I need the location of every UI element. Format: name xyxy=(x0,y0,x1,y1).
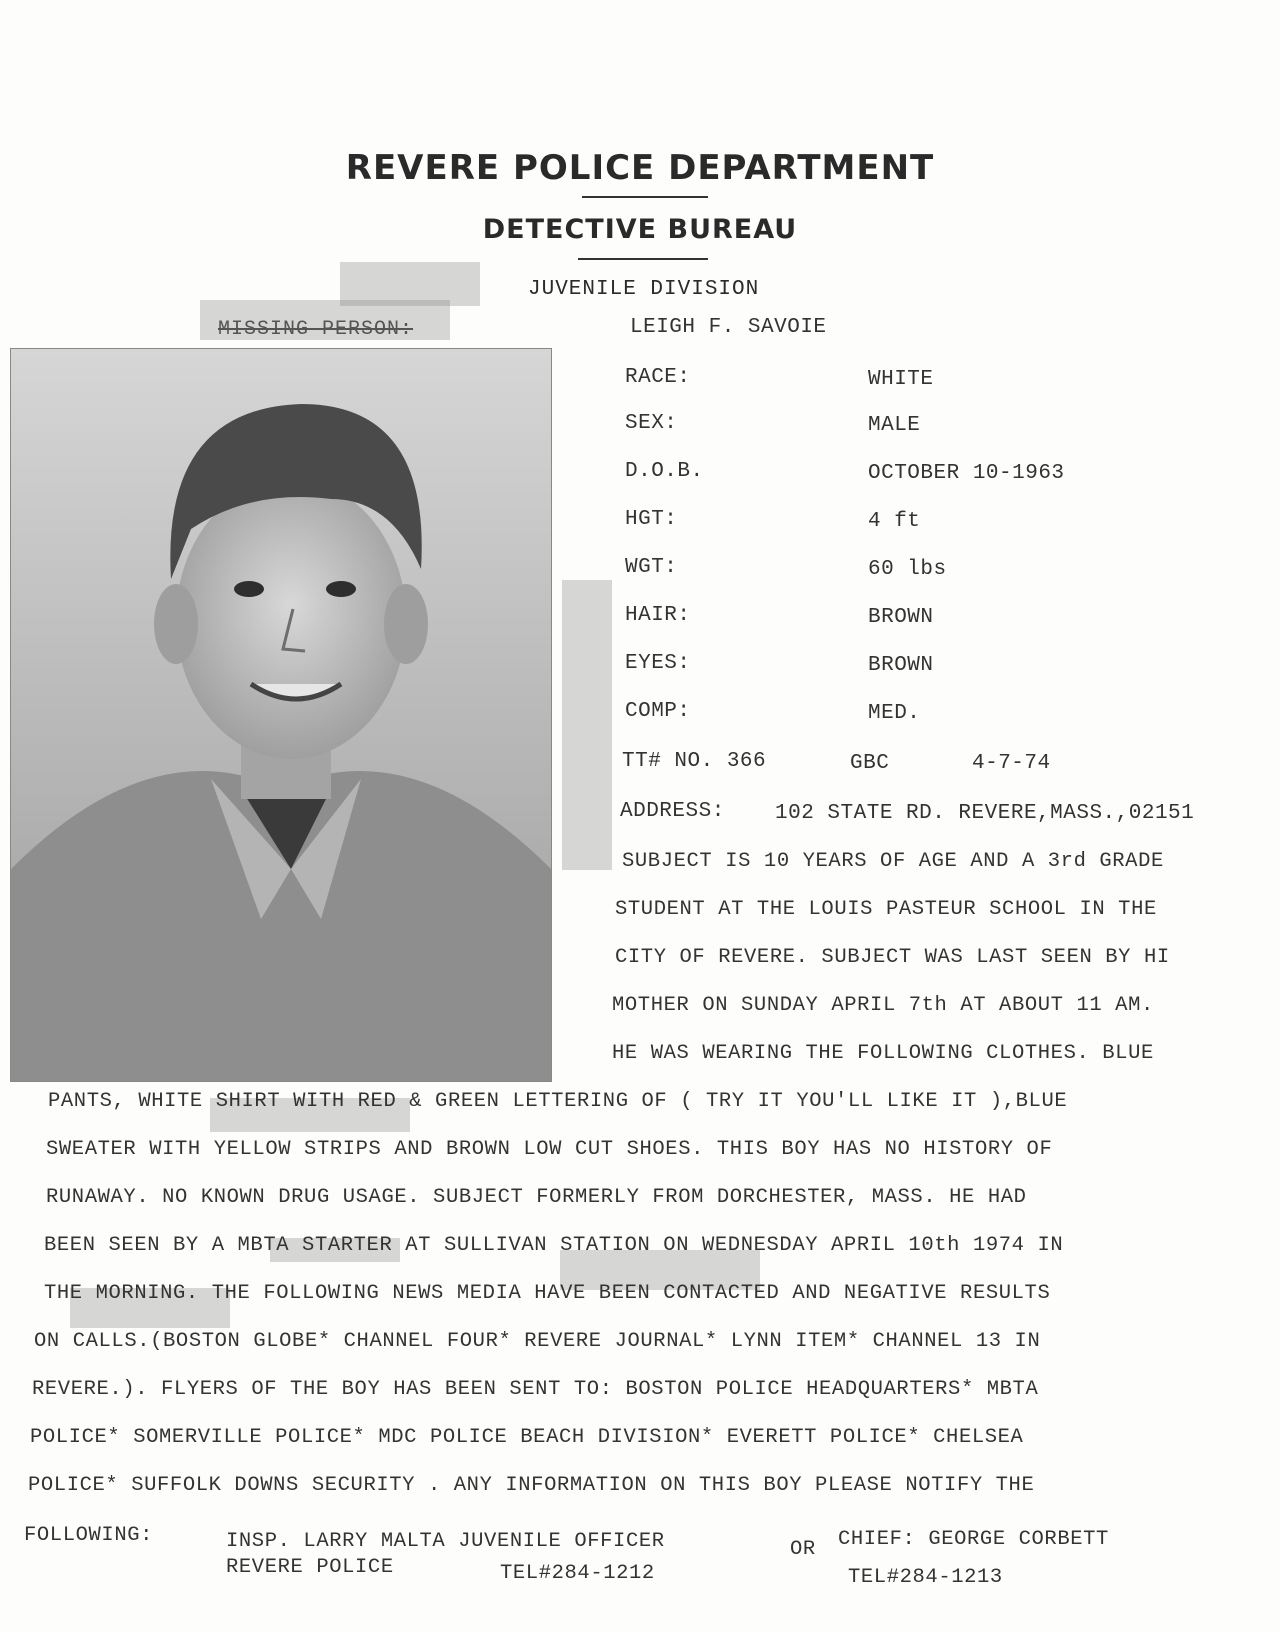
narrative-line: REVERE.). FLYERS OF THE BOY HAS BEEN SENT TO: BOSTON POLICE HEADQUARTERS* MBTA xyxy=(32,1378,1039,1401)
height-value: 4 ft xyxy=(868,510,921,533)
narrative-line: RUNAWAY. NO KNOWN DRUG USAGE. SUBJECT FORMERLY FROM DORCHESTER, MASS. HE HAD xyxy=(46,1186,1027,1209)
sex-label: SEX: xyxy=(625,412,678,435)
eyes-label: EYES: xyxy=(625,652,691,675)
eyes-value: BROWN xyxy=(868,654,934,677)
department-title: REVERE POLICE DEPARTMENT xyxy=(345,148,935,188)
narrative-line: CITY OF REVERE. SUBJECT WAS LAST SEEN BY HI xyxy=(615,946,1170,969)
narrative-line: PANTS, WHITE SHIRT WITH RED & GREEN LETTERING OF ( TRY IT YOU'LL LIKE IT ),BLUE xyxy=(48,1090,1068,1113)
bureau-title: DETECTIVE BUREAU xyxy=(482,214,798,245)
narrative-line: THE MORNING. THE FOLLOWING NEWS MEDIA HAVE BEEN CONTACTED AND NEGATIVE RESULTS xyxy=(44,1282,1051,1305)
narrative-line: ON CALLS.(BOSTON GLOBE* CHANNEL FOUR* REVERE JOURNAL* LYNN ITEM* CHANNEL 13 IN xyxy=(34,1330,1041,1353)
boy-portrait-image xyxy=(11,349,551,1081)
narrative-line: BEEN SEEN BY A MBTA STARTER AT SULLIVAN STATION ON WEDNESDAY APRIL 10th 1974 IN xyxy=(44,1234,1064,1257)
bureau-divider xyxy=(578,258,708,260)
address-value: 102 STATE RD. REVERE,MASS.,02151 xyxy=(775,802,1195,825)
address-label: ADDRESS: xyxy=(620,800,725,823)
subject-name: LEIGH F. SAVOIE xyxy=(630,316,827,339)
division-title: JUVENILE DIVISION xyxy=(528,278,760,301)
tape-strip xyxy=(562,580,612,870)
narrative-line: HE WAS WEARING THE FOLLOWING CLOTHES. BLUE xyxy=(612,1042,1154,1065)
dob-label: D.O.B. xyxy=(625,460,704,483)
narrative-line: SUBJECT IS 10 YEARS OF AGE AND A 3rd GRADE xyxy=(622,850,1164,873)
following-label: FOLLOWING: xyxy=(24,1524,154,1547)
narrative-line: POLICE* SOMERVILLE POLICE* MDC POLICE BEACH DIVISION* EVERETT POLICE* CHELSEA xyxy=(30,1426,1024,1449)
officer-agency: REVERE POLICE xyxy=(226,1556,394,1579)
weight-label: WGT: xyxy=(625,556,678,579)
narrative-line: POLICE* SUFFOLK DOWNS SECURITY . ANY INFORMATION ON THIS BOY PLEASE NOTIFY THE xyxy=(28,1474,1035,1497)
missing-person-caption: MISSING PERSON: xyxy=(218,318,414,341)
hair-label: HAIR: xyxy=(625,604,691,627)
narrative-line: STUDENT AT THE LOUIS PASTEUR SCHOOL IN THE xyxy=(615,898,1157,921)
chief-telephone: TEL#284-1213 xyxy=(848,1566,1003,1589)
officer-name: INSP. LARRY MALTA JUVENILE OFFICER xyxy=(226,1530,665,1553)
comp-label: COMP: xyxy=(625,700,691,723)
subject-photo xyxy=(10,348,552,1082)
tt-date: 4-7-74 xyxy=(972,752,1051,775)
tt-number: TT# NO. 366 xyxy=(622,750,767,773)
race-value: WHITE xyxy=(868,368,934,391)
tt-code: GBC xyxy=(850,752,890,775)
narrative-line: MOTHER ON SUNDAY APRIL 7th AT ABOUT 11 AM. xyxy=(612,994,1154,1017)
race-label: RACE: xyxy=(625,366,691,389)
dob-value: OCTOBER 10-1963 xyxy=(868,462,1065,485)
height-label: HGT: xyxy=(625,508,678,531)
or-separator: OR xyxy=(790,1538,816,1561)
title-divider xyxy=(582,196,708,198)
narrative-line: SWEATER WITH YELLOW STRIPS AND BROWN LOW CUT SHOES. THIS BOY HAS NO HISTORY OF xyxy=(46,1138,1053,1161)
officer-telephone: TEL#284-1212 xyxy=(500,1562,655,1585)
weight-value: 60 lbs xyxy=(868,558,947,581)
sex-value: MALE xyxy=(868,414,921,437)
hair-value: BROWN xyxy=(868,606,934,629)
chief-name: CHIEF: GEORGE CORBETT xyxy=(838,1528,1109,1551)
comp-value: MED. xyxy=(868,702,921,725)
